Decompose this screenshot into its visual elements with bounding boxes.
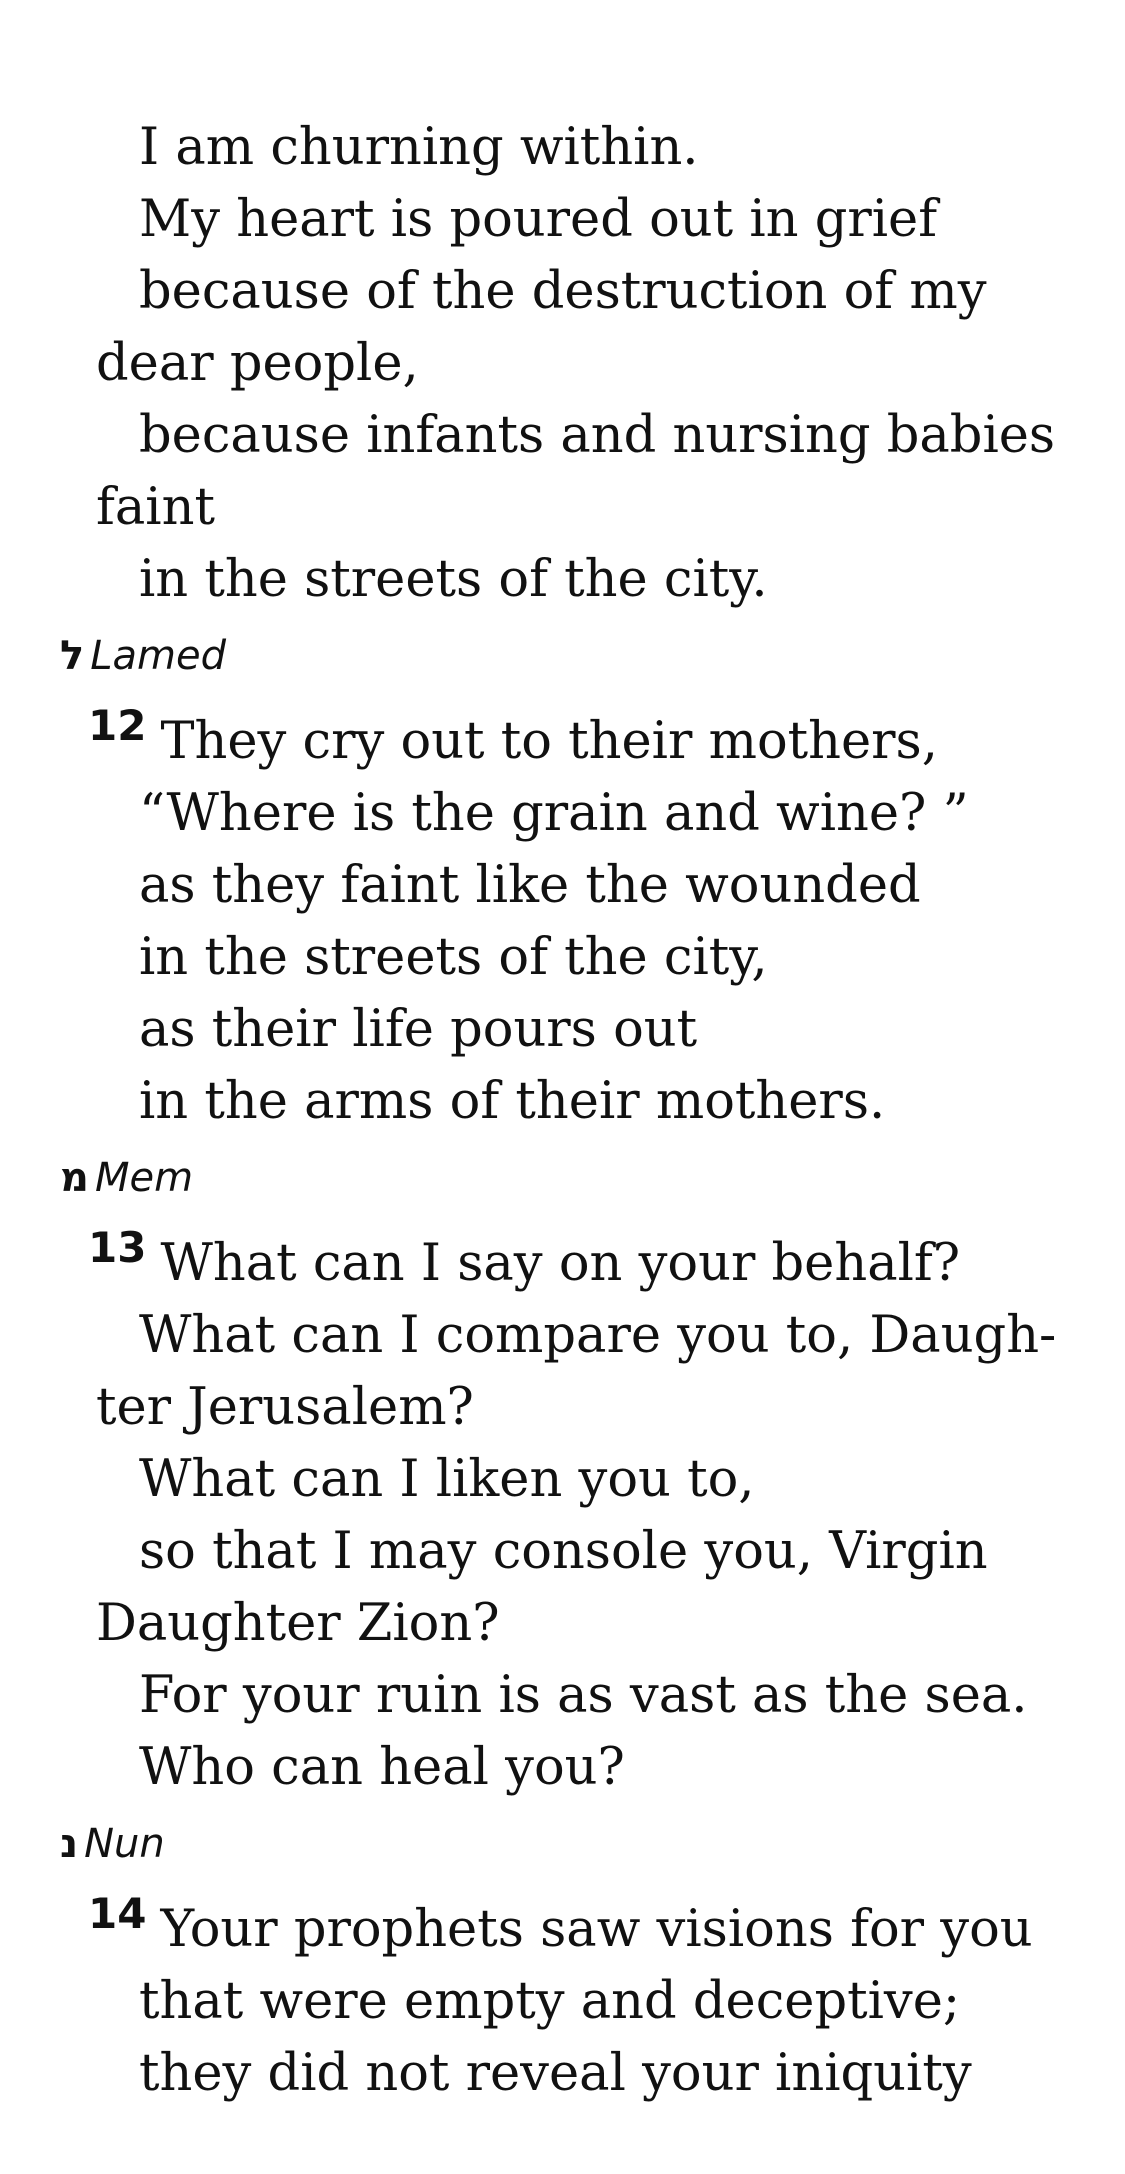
verse-line: as they faint like the wounded	[139, 856, 921, 915]
verse-text: They cry out to their mothers,	[160, 712, 938, 771]
verse-line-wrap: Daughter Zion?	[96, 1594, 500, 1653]
verse-line: My heart is poured out in grief	[139, 190, 938, 249]
verse-text: Your prophets saw visions for you	[160, 1900, 1033, 1959]
verse-line: I am churning within.	[139, 118, 699, 177]
verse-line-wrap: faint	[96, 478, 215, 537]
verse-line: in the arms of their mothers.	[139, 1072, 886, 1131]
hebrew-letter: נ	[60, 1821, 79, 1867]
verse-line: because infants and nursing babies	[139, 406, 1056, 465]
verse-first-line	[88, 1223, 961, 1302]
letter-name: Lamed	[90, 633, 226, 679]
verse-line: Who can heal you?	[139, 1738, 625, 1797]
letter-name: Nun	[84, 1821, 165, 1867]
verse-number: 12	[88, 701, 147, 750]
section-heading-lamed	[60, 631, 226, 681]
section-heading-mem	[60, 1153, 193, 1203]
verse-line: For your ruin is as vast as the sea.	[139, 1666, 1028, 1725]
verse-first-line	[88, 1889, 1033, 1968]
hebrew-letter: מ	[60, 1155, 89, 1201]
verse-number: 13	[88, 1223, 147, 1272]
hebrew-letter: ל	[60, 633, 85, 679]
verse-line: in the streets of the city,	[139, 928, 768, 987]
letter-name: Mem	[94, 1155, 194, 1201]
verse-text: What can I say on your behalf?	[160, 1234, 961, 1293]
verse-first-line	[88, 701, 938, 780]
verse-line: “Where is the grain and wine? ”	[139, 784, 969, 843]
verse-line: What can I compare you to, Daugh-	[139, 1306, 1057, 1365]
verse-line: as their life pours out	[139, 1000, 698, 1059]
verse-line: so that I may console you, Virgin	[139, 1522, 988, 1581]
verse-line: What can I liken you to,	[139, 1450, 755, 1509]
verse-line: because of the destruction of my	[139, 262, 987, 321]
verse-line: that were empty and deceptive;	[139, 1972, 961, 2031]
section-heading-nun	[60, 1819, 165, 1869]
verse-line: they did not reveal your iniquity	[139, 2044, 972, 2103]
verse-line-wrap: ter Jerusalem?	[96, 1378, 474, 1437]
verse-line-wrap: dear people,	[96, 334, 419, 393]
verse-number: 14	[88, 1889, 147, 1938]
verse-line: in the streets of the city.	[139, 550, 768, 609]
